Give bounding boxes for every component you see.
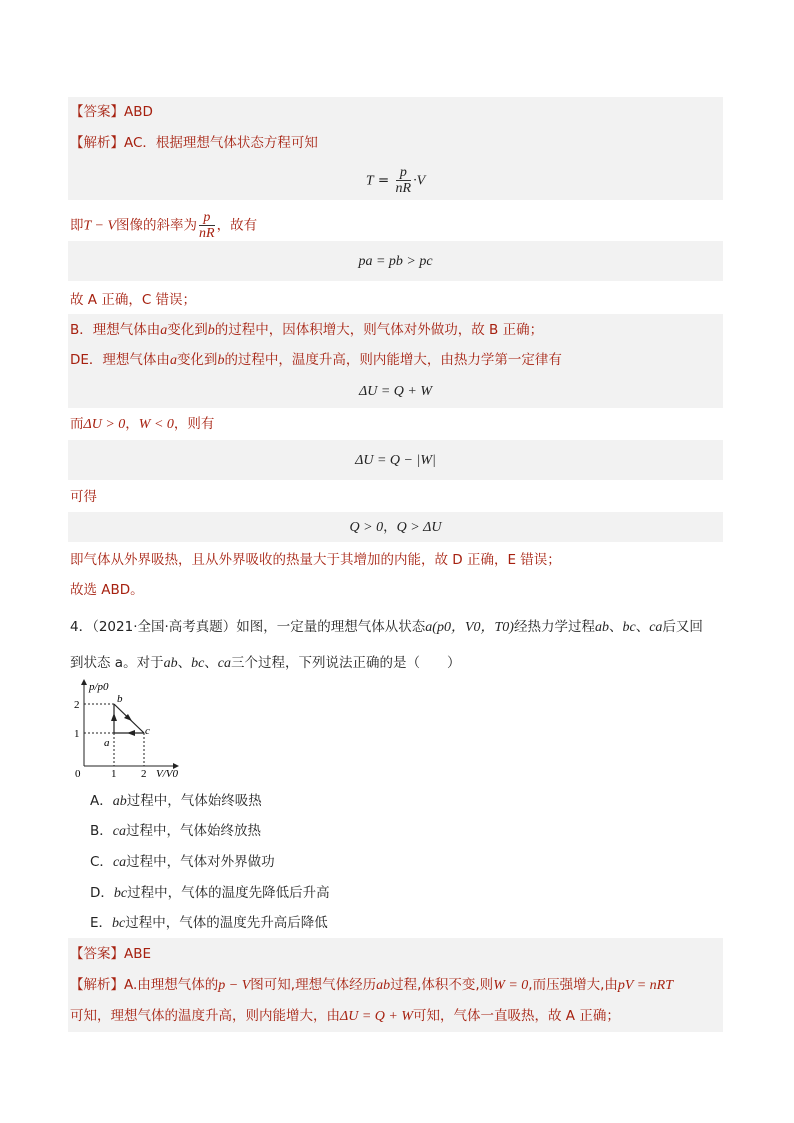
arrow-ab-icon — [111, 713, 117, 721]
conclusion-ac: 故 A 正确，C 错误； — [70, 292, 197, 308]
y-tick-2: 2 — [74, 699, 80, 711]
q4-stem-line-1: 4．（2021·全国·高考真题）如图，一定量的理想气体从状态a(p0，V0，T0)经热力学过程ab、bc、ca后又回 — [70, 619, 703, 635]
band-answer-3 — [68, 97, 723, 127]
condition-line: 而ΔU > 0，W < 0，则有 — [70, 416, 215, 432]
equation-2: pa = pb > pc — [358, 254, 433, 269]
y-tick-1: 1 — [74, 728, 80, 740]
option-b[interactable]: B．ca过程中，气体始终放热 — [90, 823, 261, 839]
fraction-p-over-nr: $\frac{p}{nR}$ — [395, 165, 412, 196]
point-b-label: b — [117, 693, 123, 705]
slope-line: 即T − V图像的斜率为 $\frac{p}{nR}$ ，故有 — [70, 210, 258, 241]
answer-line-4 — [70, 944, 151, 964]
y-axis-label: p/p0 — [89, 681, 109, 693]
option-c[interactable]: C．ca过程中，气体对外界做功 — [90, 854, 275, 870]
analysis-line-3 — [70, 133, 318, 153]
answer-value: ABE — [124, 946, 152, 962]
absorb-line: 即气体从外界吸热，且从外界吸收的热量大于其增加的内能，故 D 正确，E 错误； — [70, 552, 561, 568]
point-a-label: a — [104, 737, 110, 749]
answer-tag: 【答案】 — [70, 946, 124, 962]
equation-1: T = $\frac{p}{nR}$ ·V — [365, 165, 426, 196]
analysis-intro: AC．根据理想气体状态方程可知 — [124, 135, 318, 151]
answer-value: ABD — [124, 104, 153, 120]
analysis-tag: 【解析】 — [70, 135, 124, 151]
pv-diagram — [72, 676, 192, 782]
q4-stem-line-2: 到状态 a。对于ab、bc、ca三个过程，下列说法正确的是（ ） — [70, 655, 461, 671]
point-c-label: c — [145, 725, 150, 737]
analysis-de: DE．理想气体由a变化到b的过程中，温度升高，则内能增大，由热力学第一定律有 — [70, 352, 562, 368]
analysis-line-4b: 可知，理想气体的温度升高，则内能增大，由ΔU = Q + W可知，气体一直吸热，故 A 正确； — [70, 1008, 620, 1024]
option-a[interactable]: A．ab过程中，气体始终吸热 — [90, 793, 262, 809]
choose-line: 故选 ABD。 — [70, 582, 144, 598]
x-tick-1: 1 — [111, 768, 117, 780]
arrow-ca-icon — [127, 730, 135, 736]
kede-line: 可得 — [70, 489, 97, 505]
origin-label: 0 — [75, 768, 81, 780]
analysis-line-4a: 【解析】A.由理想气体的p − V图可知,理想气体经历ab过程,体积不变,则W = 0,而压强增大,由pV = nRT — [70, 977, 673, 993]
analysis-b: B．理想气体由a变化到b的过程中，因体积增大，则气体对外做功，故 B 正确； — [70, 322, 544, 338]
equation-5: Q > 0，Q > ΔU — [349, 519, 442, 535]
x-axis-label: V/V0 — [156, 768, 178, 780]
equation-3: ΔU = Q + W — [359, 384, 432, 399]
fraction-slope: $\frac{p}{nR}$ — [199, 210, 215, 241]
x-tick-2: 2 — [141, 768, 147, 780]
option-e[interactable]: E．bc过程中，气体的温度先升高后降低 — [90, 915, 328, 931]
answer-line-3 — [70, 102, 153, 122]
answer-tag: 【答案】 — [70, 104, 124, 120]
option-d[interactable]: D．bc过程中，气体的温度先降低后升高 — [90, 885, 330, 901]
equation-4: ΔU = Q − |W| — [355, 453, 436, 468]
